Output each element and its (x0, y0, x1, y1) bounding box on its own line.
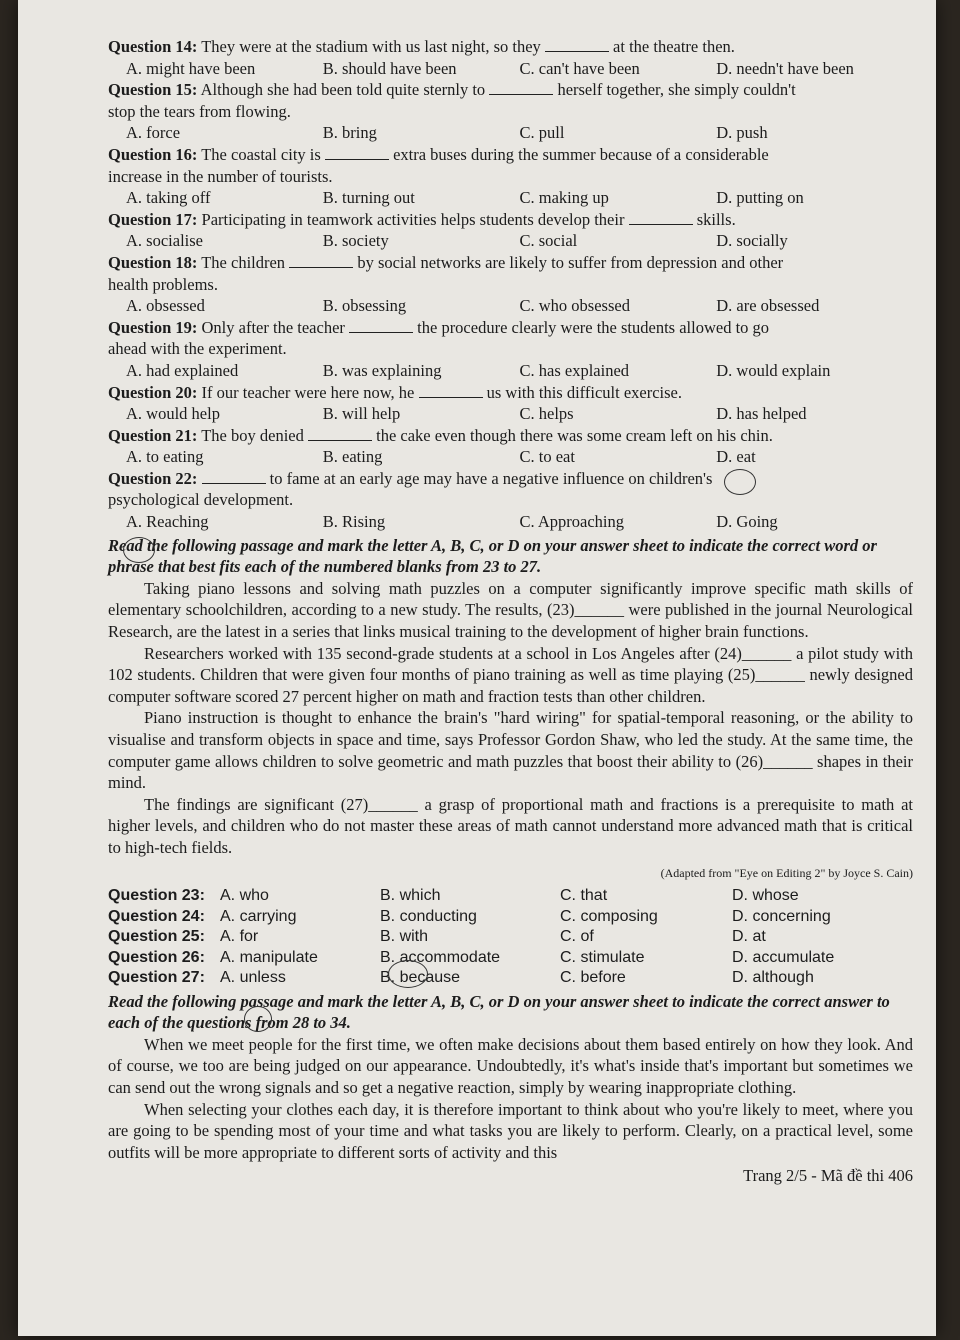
question-stem (108, 144, 913, 166)
answer-option: C. can't have been (519, 58, 640, 78)
answer-blank (489, 80, 553, 95)
answer-option: D. has helped (716, 404, 807, 424)
answer-options (108, 360, 913, 382)
answer-options (108, 58, 913, 80)
question-text-after: by social networks are likely to suffer from depression and other (357, 252, 784, 272)
question-text-after: skills. (696, 209, 736, 229)
answer-option: C. Approaching (519, 512, 624, 532)
passage-paragraph: Researchers worked with 135 second-grade students at a school in Los Angeles after (24)______ a pilot study with 102 students. Children that were given four months of piano training as well as time playing (25)______ newly designed computer software scored 27 percent higher on math and fraction tests than other children. (108, 643, 913, 706)
answer-option: C. social (519, 231, 578, 251)
passage-paragraph: Piano instruction is thought to enhance the brain's "hard wiring" for spatial-temporal reasoning, or the ability to visualise and transform objects in space and time, says Professor Gordon Shaw, who led the study. At the same time, the computer game allows children to solve geometric and math puzzles that boost their ability to (26)______ shapes in their mind. (108, 708, 913, 793)
answer-option: B. should have been (322, 58, 457, 78)
question-text: Participating in teamwork activities helps students develop their (201, 209, 625, 229)
question-stem (108, 36, 913, 58)
answer-option: A. to eating (126, 447, 204, 467)
answer-options (108, 446, 913, 468)
question-text-after: extra buses during the summer because of a considerable (393, 144, 769, 164)
answer-option: D. accumulate (732, 948, 835, 966)
answer-option: C. composing (560, 907, 658, 925)
answer-option: C. before (560, 969, 626, 987)
question-text: Only after the teacher (201, 317, 345, 337)
answer-option: D. eat (716, 447, 756, 467)
passage-paragraph: When selecting your clothes each day, it is therefore important to think about who you're likely to meet, where you are going to be spending most of your time and what tasks you are likely to perform. Clearly, on a practical level, some outfits will be more appropriate to different sorts of activity and this (108, 1099, 913, 1162)
question-stem (108, 382, 913, 404)
question-label: Question 21: (108, 425, 198, 445)
exam-page (18, 0, 936, 1336)
answer-options (108, 511, 913, 533)
answer-option: B. will help (322, 404, 401, 424)
answer-row (108, 886, 913, 907)
question-text-after: the cake even though there was some cream left on his chin. (376, 425, 773, 445)
answer-option: D. concerning (732, 907, 831, 925)
answer-option: A. who (220, 887, 269, 905)
question-text-after: to fame at an early age may have a negative influence on children's (269, 468, 713, 488)
answer-options (108, 187, 913, 209)
answer-option: C. has explained (519, 360, 630, 380)
question-block (108, 382, 913, 425)
answer-option: B. because (380, 969, 461, 987)
page-content (108, 36, 913, 1187)
question-stem (108, 252, 913, 274)
question-text-after: herself together, she simply couldn't (557, 80, 796, 100)
answer-blank (545, 37, 609, 52)
question-list (108, 36, 913, 533)
question-text: If our teacher were here now, he (201, 382, 415, 402)
question-text: The children (201, 252, 286, 272)
answer-blank (202, 469, 266, 484)
answer-options (108, 230, 913, 252)
answer-blank (325, 145, 389, 160)
answer-option: C. of (560, 928, 594, 946)
answer-option: C. who obsessed (519, 296, 630, 316)
answer-option: A. for (220, 928, 259, 946)
answer-option: D. needn't have been (716, 58, 854, 78)
answer-option: B. Rising (322, 512, 386, 532)
answer-option: D. socially (716, 231, 788, 251)
answer-option: B. bring (322, 123, 377, 143)
answer-option: D. would explain (716, 360, 831, 380)
question-text-after: at the theatre then. (613, 37, 735, 56)
question-label: Question 20: (108, 382, 198, 402)
question-label: Question 26: (108, 948, 205, 966)
pen-circle-mark (123, 537, 155, 563)
answer-option: D. push (716, 123, 768, 143)
question-text: Although she had been told quite sternly to (200, 80, 486, 100)
passage-paragraph: The findings are significant (27)______ a grasp of proportional math and fractions is a prerequisite to math at higher levels, and children who do not master these areas of math cannot understand more advanced math that is critical to high-tech fields. (108, 794, 913, 857)
answer-option: D. putting on (716, 188, 804, 208)
pen-circle-mark (724, 469, 756, 495)
question-label: Question 27: (108, 969, 205, 987)
answer-option: A. force (126, 123, 181, 143)
answer-option: B. society (322, 231, 389, 251)
passage-1 (108, 578, 913, 859)
question-block (108, 468, 913, 533)
answer-blank (289, 253, 353, 268)
question-label: Question 15: (108, 80, 198, 100)
source-citation: (Adapted from "Eye on Editing 2" by Joyce S. Cain) (660, 865, 913, 880)
question-stem (108, 317, 913, 339)
pen-circle-mark (388, 960, 428, 988)
answer-options (108, 403, 913, 425)
passage-paragraph: When we meet people for the first time, we often make decisions about them based entirely on how they look. And of course, we too are being judged on our appearance. Undoubtedly, it's what's inside that's important but sometimes we can send out the wrong signals and so get a negative reaction, simply by wearing inappropriate clothing. (108, 1034, 913, 1098)
question-label: Question 17: (108, 209, 198, 229)
question-block (108, 144, 913, 209)
instruction-23-27: Read the following passage and mark the letter A, B, C, or D on your answer sheet to indicate the correct word or phrase that best fits each of the numbered blanks from 23 to 27. (108, 535, 877, 577)
question-stem (108, 209, 913, 231)
answer-blank (349, 318, 413, 333)
question-label: Question 22: (108, 468, 198, 488)
answer-option: D. at (732, 928, 766, 946)
instruction-28-34: Read the following passage and mark the letter A, B, C, or D on your answer sheet to indicate the correct answer to each of the questions from 28 to 34. (108, 991, 890, 1033)
question-label: Question 18: (108, 252, 198, 272)
answer-options (108, 122, 913, 144)
answer-option: A. manipulate (220, 948, 318, 966)
answer-row (108, 907, 913, 928)
answer-option: C. making up (519, 188, 609, 208)
answer-option: B. obsessing (322, 296, 407, 316)
question-text-after: the procedure clearly were the students allowed to go (417, 317, 770, 337)
answer-option: D. although (732, 969, 814, 987)
question-text: They were at the stadium with us last night, so they (201, 37, 541, 56)
question-block (108, 79, 913, 144)
answer-option: C. to eat (519, 447, 575, 467)
question-block (108, 425, 913, 468)
answer-option: B. which (380, 887, 441, 905)
answer-option: D. are obsessed (716, 296, 820, 316)
answer-option: B. eating (322, 447, 383, 467)
question-label: Question 25: (108, 928, 205, 946)
answer-row (108, 948, 913, 969)
question-text: The boy denied (201, 425, 304, 445)
answer-option: B. turning out (322, 188, 415, 208)
question-label: Question 24: (108, 907, 205, 925)
question-stem (108, 468, 913, 490)
answer-option: A. socialise (126, 231, 203, 251)
answer-option: C. that (560, 887, 608, 905)
answer-row (108, 968, 913, 989)
answer-option: B. was explaining (322, 360, 442, 380)
answer-option: A. taking off (126, 188, 211, 208)
question-label: Question 16: (108, 144, 198, 164)
answer-option: D. whose (732, 887, 799, 905)
answer-option: B. accommodate (380, 948, 501, 966)
question-text-after: us with this difficult exercise. (486, 382, 682, 402)
answer-blank (629, 210, 693, 225)
question-continuation: health problems. (108, 274, 218, 294)
question-block (108, 252, 913, 317)
answer-option: B. conducting (380, 907, 477, 925)
question-block (108, 317, 913, 382)
question-label: Question 14: (108, 37, 198, 56)
passage-2 (108, 1034, 913, 1164)
question-continuation: psychological development. (108, 490, 294, 510)
question-block (108, 36, 913, 79)
question-block (108, 209, 913, 252)
answer-option: C. pull (519, 123, 565, 143)
answer-option: A. carrying (220, 907, 297, 925)
answer-option: D. Going (716, 512, 778, 532)
question-continuation: stop the tears from flowing. (108, 101, 291, 121)
answer-option: A. unless (220, 969, 286, 987)
answer-blank (308, 426, 372, 441)
pen-circle-mark (244, 1006, 272, 1032)
question-stem (108, 79, 913, 101)
question-continuation: increase in the number of tourists. (108, 166, 333, 186)
answer-option: C. helps (519, 404, 574, 424)
question-text: The coastal city is (201, 144, 321, 164)
question-stem (108, 425, 913, 447)
answer-option: A. would help (126, 404, 220, 424)
answer-options (108, 295, 913, 317)
answer-option: B. with (380, 928, 429, 946)
answer-blank (419, 383, 483, 398)
question-continuation: ahead with the experiment. (108, 339, 287, 359)
answer-row (108, 927, 913, 948)
answer-options-23-27 (108, 886, 913, 989)
passage-paragraph: Taking piano lessons and solving math puzzles on a computer significantly improve specific math skills of elementary schoolchildren, according to a new study. The results, (23)______ were published in the journal Neurological Research, are the latest in a series that links musical training to the development of higher brain functions. (108, 578, 913, 642)
page-footer: Trang 2/5 - Mã đề thi 406 (743, 1166, 913, 1186)
answer-option: A. obsessed (126, 296, 205, 316)
answer-option: A. might have been (126, 58, 256, 78)
question-label: Question 19: (108, 317, 198, 337)
answer-option: C. stimulate (560, 948, 645, 966)
answer-option: A. Reaching (126, 512, 209, 532)
answer-option: A. had explained (126, 360, 239, 380)
question-label: Question 23: (108, 887, 205, 905)
